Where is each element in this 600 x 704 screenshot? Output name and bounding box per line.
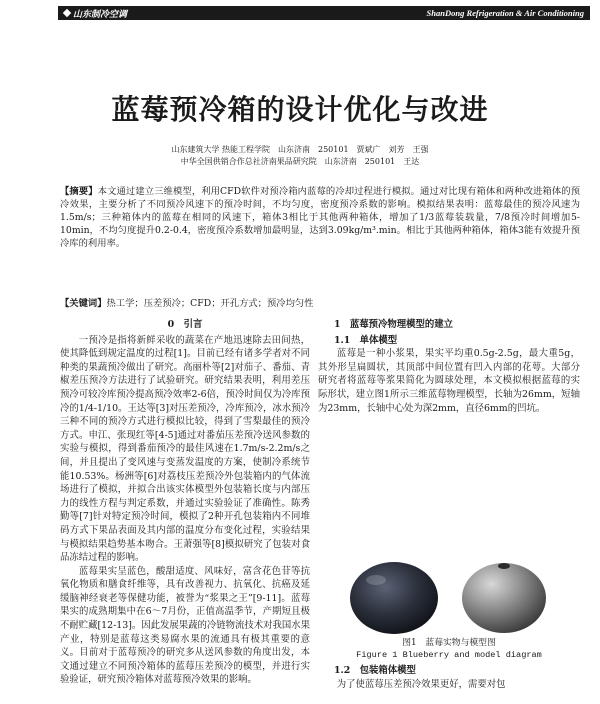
right-column-tail: [318, 664, 580, 691]
box-model-heading: 1.2 包装箱体模型: [334, 665, 416, 676]
figure-caption-cn: 图1 蓝莓实物与模型图: [402, 638, 496, 648]
diamond-icon: [63, 9, 71, 17]
figure-caption-en: Figure 1 Blueberry and model diagram: [356, 650, 542, 660]
author-line-2: 中华全国供销合作总社济南果品研究院 山东济南 250101 王达: [180, 157, 420, 166]
right-column: [318, 318, 580, 562]
blueberry-model: [462, 563, 546, 633]
header-journal-en: ShanDong Refrigeration & Air Conditioning: [426, 8, 584, 18]
running-header: [58, 6, 590, 20]
intro-paragraph-2: 蓝莓果实呈蓝色，酸甜适度、风味好，富含花色苷等抗氧化物质和膳食纤维等，具有改善视力、抗氧化、抗癌及延缓脑神经衰老等保健功能，被誉为“浆果之王”[9-11]。蓝莓果实的成熟期集中在6～7月份，正值高温季节，产期短且极不耐贮藏[12-13]。因此发展果蔬的冷链物流技术对我国水果产业，特别是蓝莓这类易腐水果的流通具有极其重要的意义。目前对于蓝莓预冷的研究多从送风参数的角度出发，本文通过建立不同预冷箱体的蓝莓压差预冷的模型，并进行实验验证，研究预冷箱体对蓝莓预冷效果的影响。: [60, 565, 310, 686]
author-line-1: 山东建筑大学 热能工程学院 山东济南 250101 贾斌广 刘芳 王强: [171, 145, 429, 154]
keywords-label: 【关键词】: [60, 298, 107, 309]
left-column: [60, 318, 310, 687]
figure-1-caption: [318, 637, 580, 661]
header-journal-cn: [64, 7, 127, 20]
author-affiliations: [0, 144, 600, 168]
right-column-text: [318, 318, 580, 562]
keywords: [60, 297, 580, 310]
article-title: 蓝莓预冷箱的设计优化与改进: [111, 93, 489, 126]
abstract-label: 【摘要】: [60, 186, 98, 197]
abstract-text: 本文通过建立三维模型，利用CFD软件对预冷箱内蓝莓的冷却过程进行模拟。通过对比现有箱体和两种改进箱体的预冷效果，主要分析了不同预冷风速下的预冷时间，不均匀度，密度预冷系数的影响。模拟结果表明：蓝莓最佳的预冷风速为1.5m/s；三种箱体内的蓝莓在相同的风速下，箱体3相比于其他两种箱体，增加了1/3蓝莓装载量，7/8预冷时间增加5-10min，不均匀度提升0.2-0.4，密度预冷系数增加最明显，达到3.09kg/m³.min。相比于其他两种箱体，箱体3能有效提升预冷库的利用率。: [60, 186, 580, 249]
intro-paragraph-1: 一预冷是指将新鲜采收的蔬菜在产地迅速除去田间热，使其降低到规定温度的过程[1]。目前已经有诸多学者对不同种类的果蔬预冷做出了研究。高丽朴等[2]对茄子、番茄、青椒差压预冷方法进行了试验研究。研究结果表明，利用差压预冷可较冷库预冷提高预冷效率2-6倍，预冷时间仅为冷库预冷的1/4-1/10。王达等[3]对压差预冷，冷库预冷，冰水预冷三种不同的预冷方式进行模拟比较，得到了雪梨最佳的预冷方式。申江、张现红等[4-5]通过对番茄压差预冷送风参数的实验与模拟，得到番茄预冷的最佳风速在1.7m/s-2.2m/s之间，并且提出了变风速与变蒸发温度的方案，使制冷系统节能10.53%。杨洲等[6]对荔枝压差预冷外包装箱内的气体流场进行了模拟，并拟合出该实体模型外包装箱长度与内部压力的线性方程与判定系数，并通过实验验证了准确性。陈秀勤等[7]针对特定预冷时间，模拟了2种开孔包装箱内不同堆码方式下果品表面及其内部的温度分布变化过程，实验结果与模拟结果趋势基本吻合。王萧强等[8]模拟研究了包装对食品冻结过程的影响。: [60, 334, 310, 564]
keywords-text: 热工学；压差预冷；CFD；开孔方式；预冷均匀性: [106, 298, 314, 309]
abstract: [60, 185, 580, 250]
blueberry-photo: [350, 562, 438, 634]
header-left-text: 山东制冷空调: [73, 9, 128, 20]
intro-heading: 0 引言: [167, 319, 203, 330]
figure-1-image: [346, 556, 556, 638]
box-model-paragraph: 为了使蓝莓压差预冷效果更好，需要对包: [336, 678, 506, 690]
single-model-heading: 1.1 单体模型: [334, 334, 398, 346]
single-model-paragraph: 蓝莓是一种小浆果，果实平均重0.5g-2.5g，最大重5g，其外形呈扁圆状，其顶部中间位置有凹入内部的花萼。大部分研究者将蓝莓等浆果简化为圆球处理，本文模拟根据蓝莓的实际形状，建立图1所示三维蓝莓物理模型，长轴为26mm，短轴为23mm，长轴中心处为深2mm，直径6mm的凹坑。: [318, 348, 580, 414]
model-heading: 1 蓝莓预冷物理模型的建立: [334, 319, 454, 330]
